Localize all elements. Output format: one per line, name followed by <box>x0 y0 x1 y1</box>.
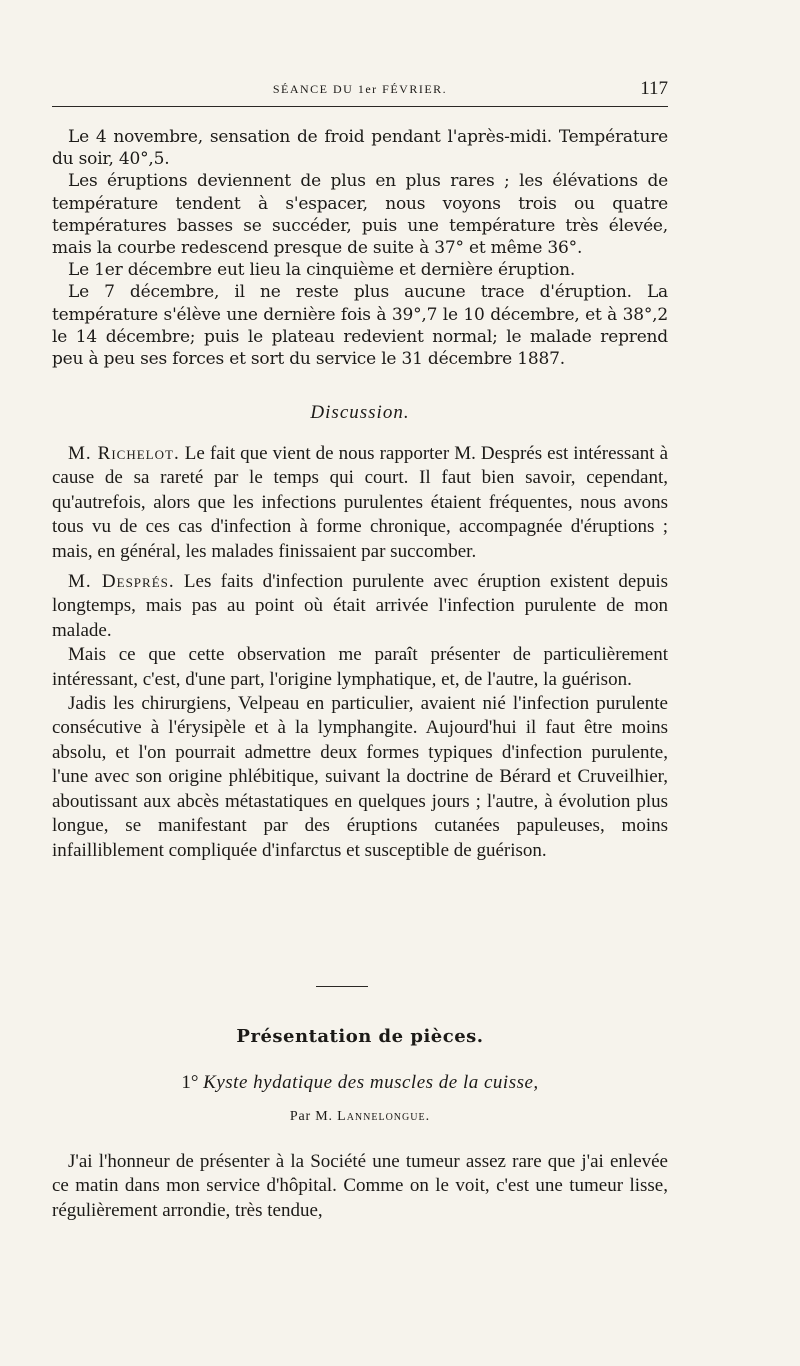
running-header <box>52 78 668 100</box>
discussion-heading: Discussion. <box>310 402 410 423</box>
author-line <box>52 1109 668 1125</box>
paragraph-jadis: Jadis les chirurgiens, Velpeau en particulier, avaient nié l'infection purulente consécutive à l'érysipèle et à la lymphangite. Aujourd'hui il faut être moins absolu, et l'on pourrait admettre deux formes typiques d'infection purulente, l'une avec son origine phlébitique, suivant la doctrine de Bérard et Cruveilhier, aboutissant aux abcès métastatiques en quelques jours ; l'autre, à évolution plus longue, se manifestant par des éruptions cutanées papuleuses, moins infailliblement compliquée d'infarctus et susceptible de guérison. <box>52 693 668 861</box>
author-name: Lannelongue. <box>337 1109 431 1124</box>
article-title-text: Kyste hydatique des muscles de la cuisse, <box>203 1072 539 1093</box>
despres-text: Les faits d'infection purulente avec éruption existent depuis longtemps, mais pas au point où était arrivée l'infection purulente de mon malade. <box>52 571 669 641</box>
speaker-despres: M. Després. <box>68 571 175 593</box>
page-number: 117 <box>640 78 668 99</box>
header-rule <box>52 106 668 107</box>
case-paragraph: Le 1er décembre eut lieu la cinquième et dernière éruption. <box>68 260 576 281</box>
speaker-richelot: M. Richelot. <box>68 443 180 464</box>
final-paragraph: J'ai l'honneur de présenter à la Société une tumeur assez rare que j'ai enlevée ce matin dans mon service d'hôpital. Comme on le voit, c'est une tumeur lisse, régulièrement arrondie, très tendue, <box>52 1151 668 1221</box>
discussion-text <box>52 442 668 863</box>
case-paragraph: Le 4 novembre, sensation de froid pendant l'après-midi. Température du soir, 40°,5. <box>52 127 668 170</box>
richelot-paragraph <box>52 442 668 564</box>
richelot-text: Le fait que vient de nous rapporter M. Després est intéressant à cause de sa rareté par le temps qui court. Il faut bien savoir, cependant, qu'autrefois, alors que les infections purulentes étaient fréquentes, nous avons tous vu de ces cas d'infection à forme chronique, accompagnée d'éruptions ; mais, en général, les malades finissaient par succomber. <box>52 443 669 562</box>
article-number: 1° <box>181 1072 199 1093</box>
final-text <box>52 1150 668 1223</box>
case-paragraph: Le 7 décembre, il ne reste plus aucune trace d'éruption. La température s'élève une dernière fois à 39°,7 le 10 décembre, et à 38°,2 le 14 décembre; puis le plateau redevient normal; le malade reprend peu à peu ses forces et sort du service le 31 décembre 1887. <box>52 282 668 370</box>
case-report-text <box>52 126 668 370</box>
presentation-heading: Présentation de pièces. <box>236 1026 484 1047</box>
article-title <box>52 1072 668 1094</box>
case-paragraph: Les éruptions deviennent de plus en plus rares ; les élévations de température tendent à s'espacer, nous voyons trois ou quatre températures basses se succéder, puis une température très élevée, mais la courbe redescend presque de suite à 37° et même 36°. <box>52 171 668 259</box>
header-title: SÉANCE DU 1er FÉVRIER. <box>272 82 448 96</box>
paragraph-mais: Mais ce que cette observation me paraît présenter de particulièrement intéressant, c'est, d'une part, l'origine lymphatique, et, de l'autre, la guérison. <box>52 644 668 690</box>
despres-paragraph <box>52 570 668 643</box>
section-separator <box>316 986 368 987</box>
author-prefix: Par M. <box>289 1109 333 1124</box>
